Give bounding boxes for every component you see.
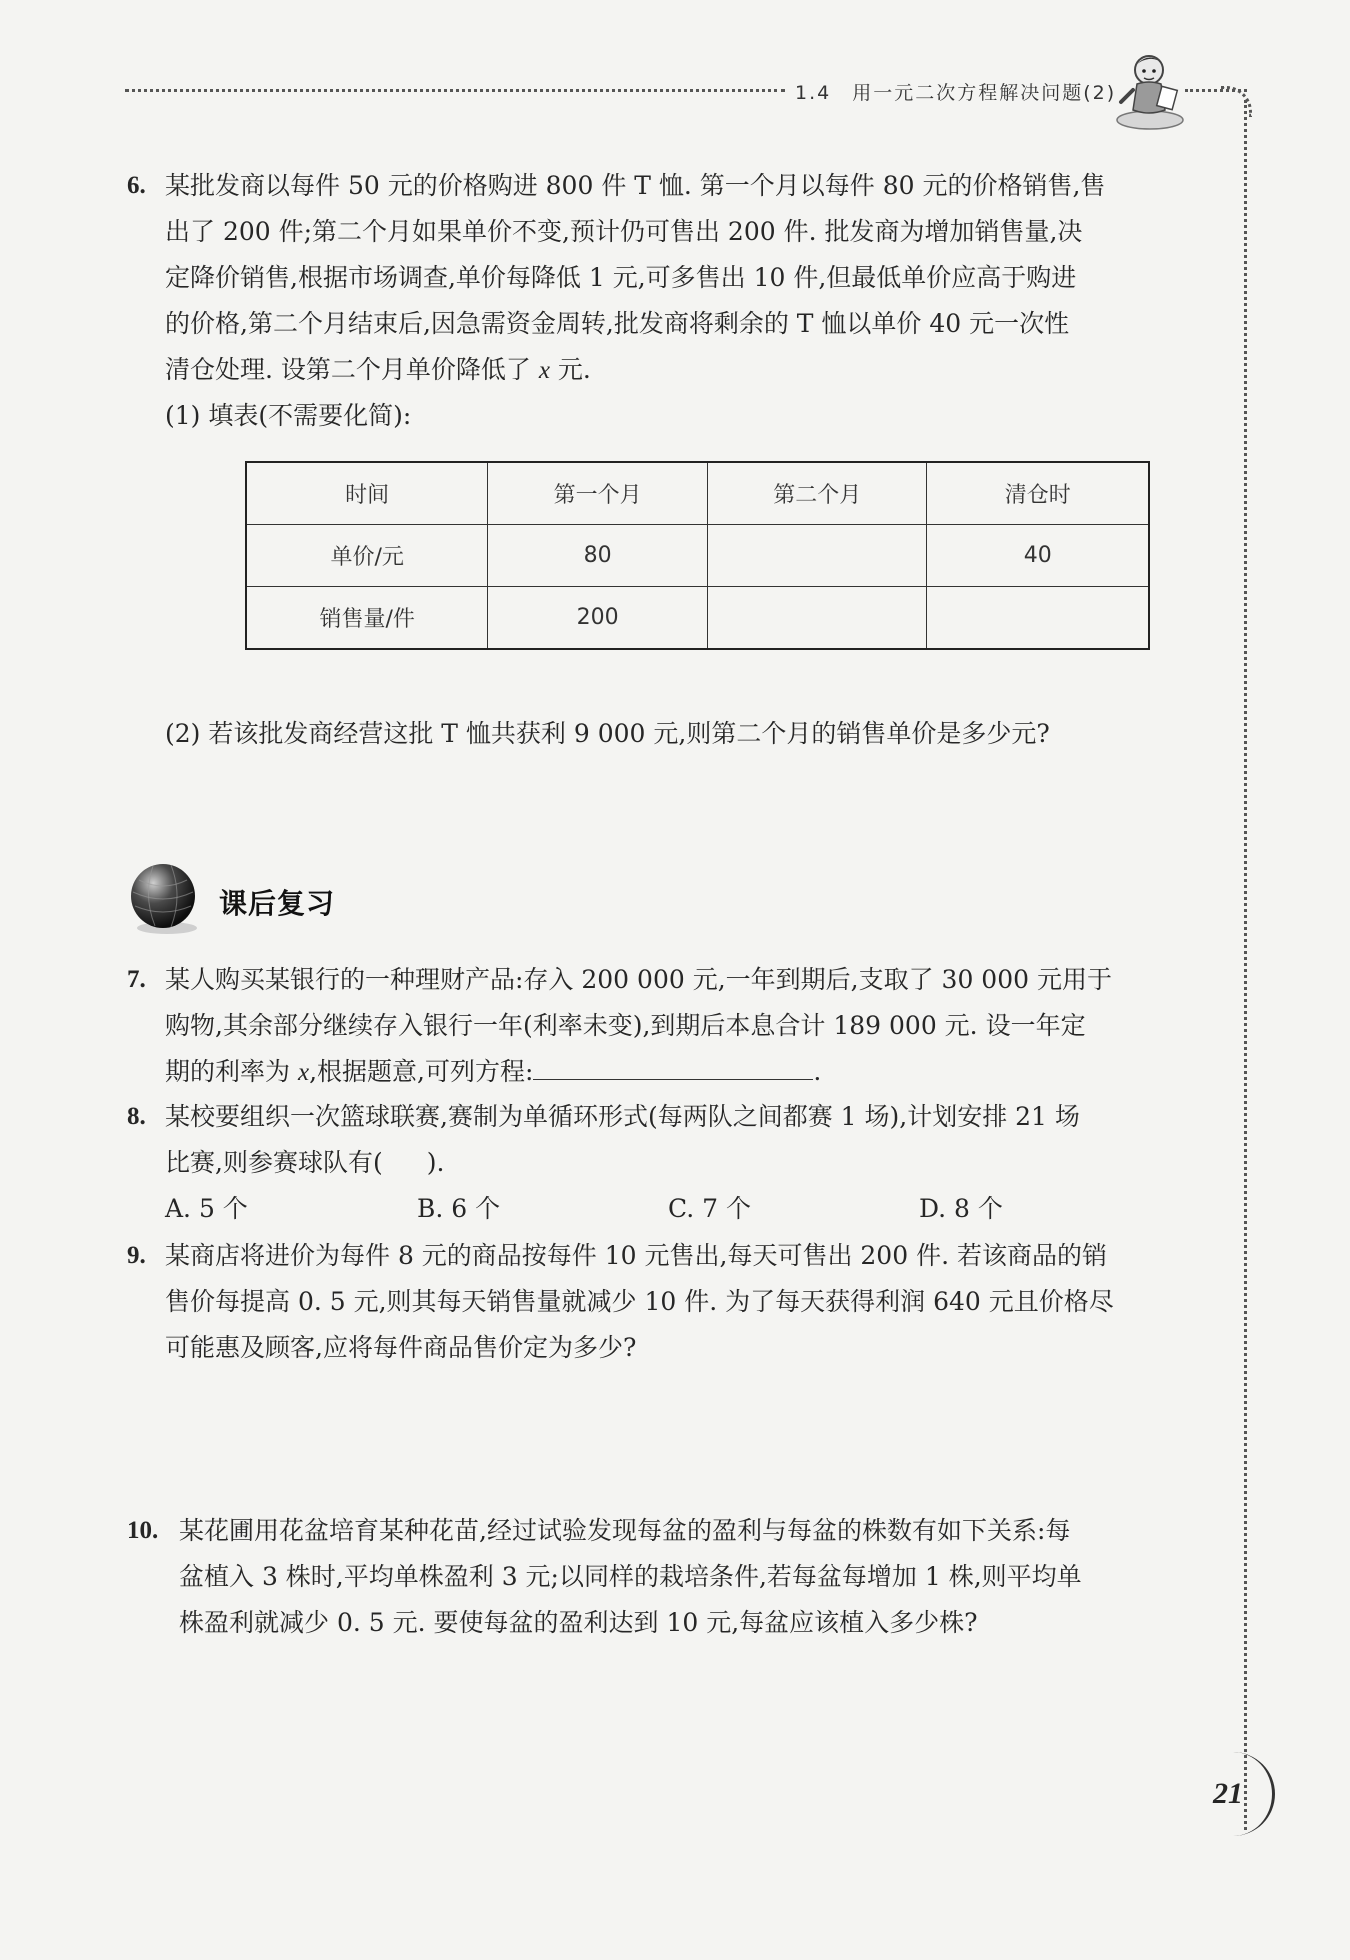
option-c: C. 7 个 [668,1194,751,1223]
answer-blank[interactable] [533,1049,813,1080]
table-row [246,462,1149,525]
q10-line: 株盈利就减少 0. 5 元. 要使每盆的盈利达到 10 元,每盆应该植入多少株? [179,1608,978,1637]
fill-in-table [245,461,1150,650]
table-blank-cell [707,587,926,650]
table-blank-cell [707,525,926,587]
q7-line: 期的利率为 x,根据题意,可列方程: . [127,1049,1187,1096]
section-heading [127,862,387,942]
question-8 [127,1094,1187,1186]
header-dotted-line [125,89,785,92]
table-cell: 80 [488,525,708,587]
q8-line: 某校要组织一次篮球联赛,赛制为单循环形式(每两队之间都赛 1 场),计划安排 21 场 [165,1102,1080,1131]
section-title: 课后复习 [219,887,336,920]
q9-line: 某商店将进价为每件 8 元的商品按每件 10 元售出,每天可售出 200 件. 若该商品的销 [165,1241,1107,1270]
q6-part1: (1) 填表(不需要化简): [165,401,412,430]
table-row [246,587,1149,650]
margin-dotted-line [1244,100,1247,1830]
question-number: 6. [127,172,146,199]
option-a: A. 5 个 [165,1194,248,1223]
table-cell: 单价/元 [246,525,488,587]
q10-line: 盆植入 3 株时,平均单株盈利 3 元;以同样的栽培条件,若每盆每增加 1 株,则平均单 [179,1562,1082,1591]
q6-line: 清仓处理. 设第二个月单价降低了 x 元. [165,355,591,384]
option-b: B. 6 个 [417,1194,501,1223]
q6-line: 的价格,第二个月结束后,因急需资金周转,批发商将剩余的 T 恤以单价 40 元一次性 [165,309,1070,338]
q10-line: 某花圃用花盆培育某种花苗,经过试验发现每盆的盈利与每盆的株数有如下关系:每 [179,1516,1071,1545]
table-row [246,525,1149,587]
q7-line: 购物,其余部分继续存入银行一年(利率未变),到期后本息合计 189 000 元. 设一年定 [165,1011,1086,1040]
q9-line: 售价每提高 0. 5 元,则其每天销售量就减少 10 件. 为了每天获得利润 640 元且价格尽 [165,1287,1114,1316]
table-cell: 40 [927,525,1149,587]
question-9 [127,1233,1187,1371]
q9-line: 可能惠及顾客,应将每件商品售价定为多少? [165,1333,637,1362]
table-cell: 200 [488,587,708,650]
globe-icon [127,862,201,936]
margin-corner [1221,86,1252,117]
option-d: D. 8 个 [919,1194,1003,1223]
question-number: 9. [127,1242,146,1269]
table-header-cell: 清仓时 [927,462,1149,525]
question-number: 8. [127,1103,146,1130]
table-header-cell: 时间 [246,462,488,525]
student-mascot-icon [1113,50,1187,132]
table-cell: 销售量/件 [246,587,488,650]
q6-line: 出了 200 件;第二个月如果单价不变,预计仍可售出 200 件. 批发商为增加销售量,决 [165,217,1083,246]
q6-part2: (2) 若该批发商经营这批 T 恤共获利 9 000 元,则第二个月的销售单价是多少元? [165,719,1050,748]
question-7 [127,957,1187,1096]
question-number: 10. [127,1517,159,1544]
header-title: 1.4 用一元二次方程解决问题(2) [795,82,1117,104]
q8-line: 比赛,则参赛球队有( ). [165,1148,445,1177]
q6-line: 定降价销售,根据市场调查,单价每降低 1 元,可多售出 10 件,但最低单价应高于购进 [165,263,1077,292]
q7-line: 某人购买某银行的一种理财产品:存入 200 000 元,一年到期后,支取了 30 000 元用于 [165,965,1112,994]
question-10 [127,1508,1187,1646]
table-header-cell: 第二个月 [707,462,926,525]
question-6 [127,163,1187,394]
q6-line: 某批发商以每件 50 元的价格购进 800 件 T 恤. 第一个月以每件 80 元的价格销售,售 [165,171,1106,200]
question-number: 7. [127,966,146,993]
table-header-cell: 第一个月 [488,462,708,525]
page-number: 21 [1213,1777,1243,1810]
table-blank-cell [927,587,1149,650]
